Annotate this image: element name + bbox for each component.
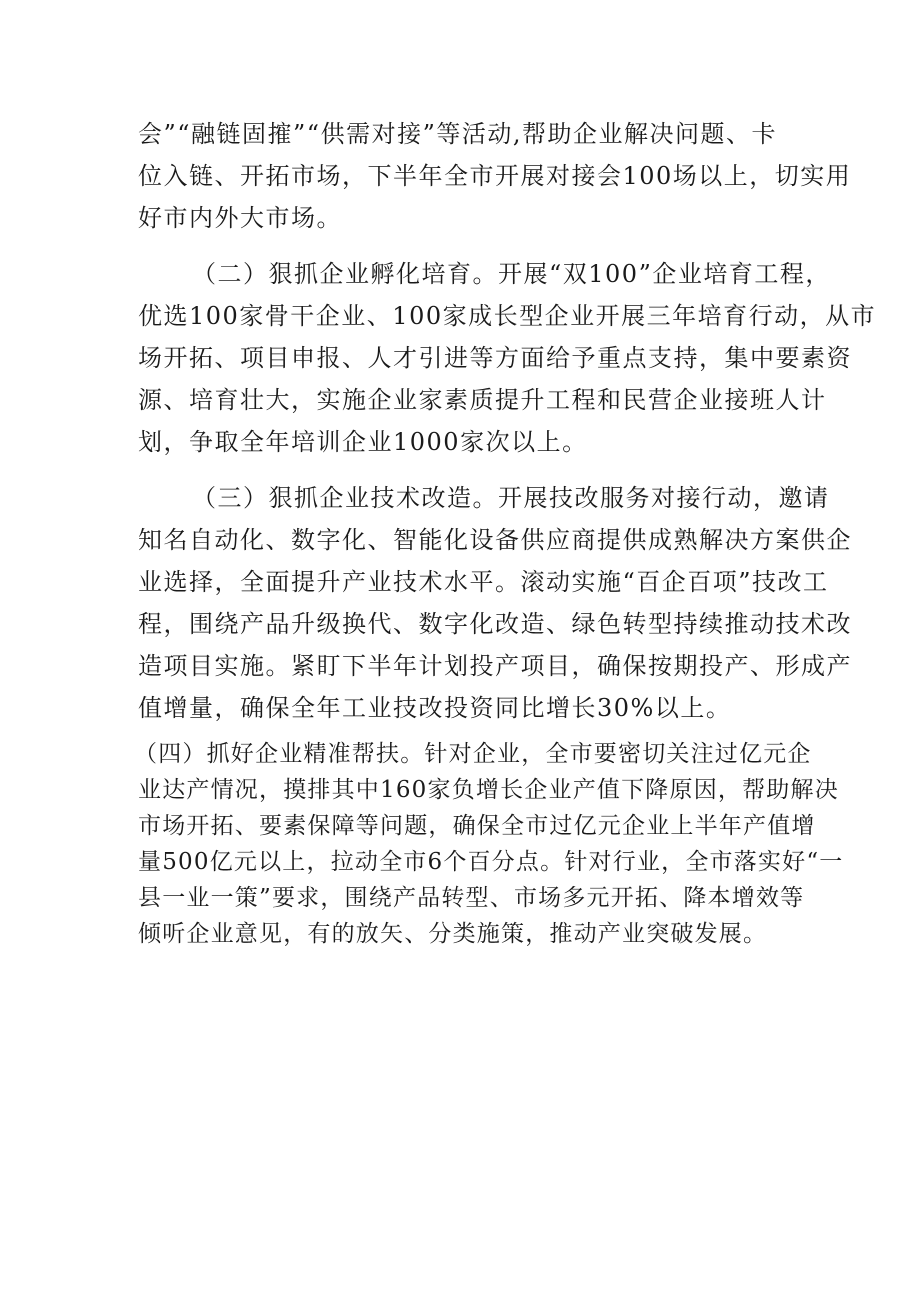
paragraph-2-line-4: 源、培育壮大，实施企业家素质提升工程和民营企业接班人计 (138, 386, 827, 414)
paragraph-4-line-2: 业达产情况，摸排其中160家负增长企业产值下降原因，帮助解决 (138, 777, 839, 803)
paragraph-3-line-6: 值增量，确保全年工业技改投资同比增长30%以上。 (138, 694, 732, 722)
paragraph-2-line-3: 场开拓、项目申报、人才引进等方面给予重点支持，集中要素资 (138, 344, 852, 372)
paragraph-4-line-3: 市场开拓、要素保障等问题，确保全市过亿元企业上半年产值增 (138, 813, 816, 839)
paragraph-3-line-1: （三）狠抓企业技术改造。开展技改服务对接行动，邀请 (192, 484, 830, 512)
paragraph-2-line-5: 划，争取全年培训企业1000家次以上。 (138, 428, 588, 456)
paragraph-2-line-1: （二）狠抓企业孵化培育。开展“双100”企业培育工程， (192, 260, 831, 288)
paragraph-3-line-5: 造项目实施。紧盯下半年计划投产项目，确保按期投产、形成产 (138, 652, 852, 680)
paragraph-4-line-1: （四）抓好企业精准帮扶。针对企业，全市要密切关注过亿元企 (134, 741, 812, 767)
paragraph-4-line-6: 倾听企业意见，有的放矢、分类施策，推动产业突破发展。 (138, 921, 768, 947)
paragraph-3-line-3: 业选择，全面提升产业技术水平。滚动实施“百企百项”技改工 (138, 568, 829, 596)
paragraph-4-line-4: 量500亿元以上，拉动全市6个百分点。针对行业，全市落实好“一 (138, 849, 844, 875)
paragraph-1-line-2: 位入链、开拓市场，下半年全市开展对接会100场以上，切实用 (138, 162, 852, 190)
paragraph-4-line-5: 县一业一策”要求，围绕产品转型、市场多元开拓、降本增效等 (138, 885, 805, 911)
paragraph-3-line-4: 程，围绕产品升级换代、数字化改造、绿色转型持续推动技术改 (138, 610, 852, 638)
paragraph-3-line-2: 知名自动化、数字化、智能化设备供应商提供成熟解决方案供企 (138, 526, 852, 554)
paragraph-2-line-2: 优选100家骨干企业、100家成长型企业开展三年培育行动，从市 (138, 302, 877, 330)
paragraph-1-line-1: 会”“融链固㩁”“供需对接”等活动,帮助企业解决问题、卡 (138, 120, 777, 148)
paragraph-1-line-3: 好市内外大市场。 (138, 204, 342, 232)
